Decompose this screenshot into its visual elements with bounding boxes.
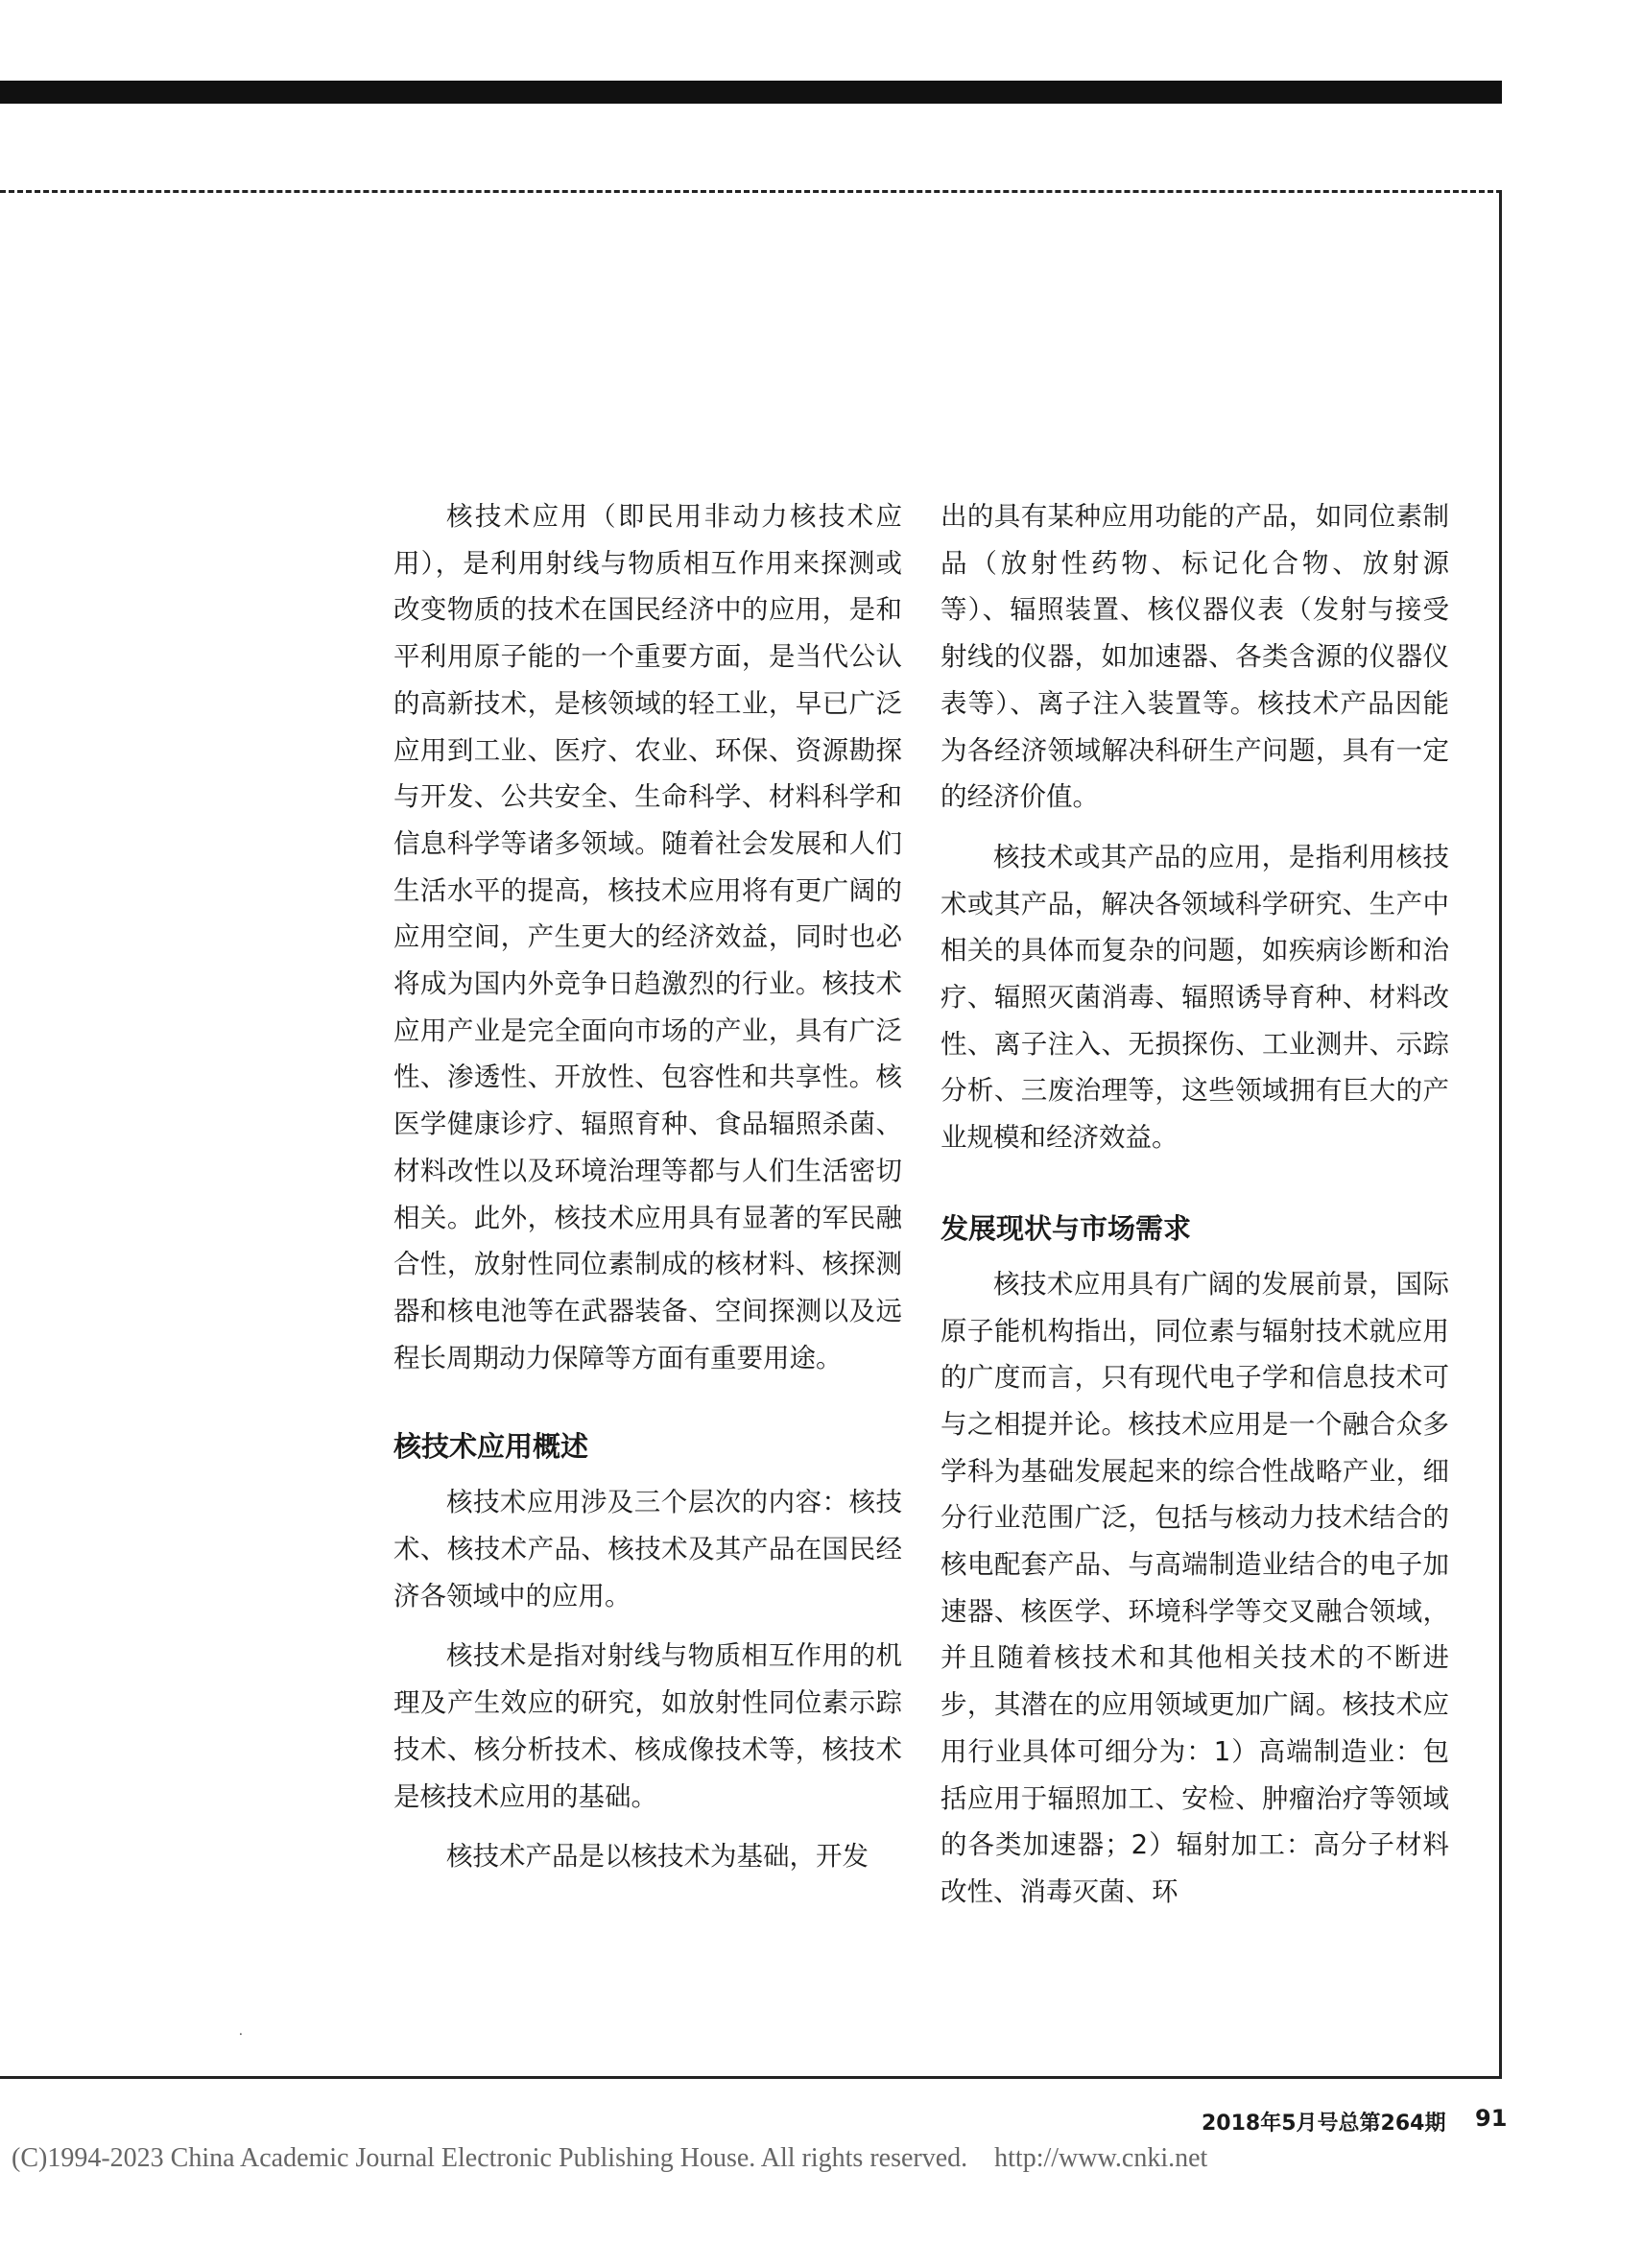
- overview-paragraph-3: 核技术产品是以核技术为基础，开发: [446, 1841, 869, 1873]
- copyright-text: (C)1994-2023 China Academic Journal Electronic Publishing House. All rights reserved.: [12, 2143, 968, 2173]
- intro-paragraph: 核技术应用（即民用非动力核技术应用），是利用射线与物质相互作用来探测或改变物质的技术在国民经济中的应用，是和平利用原子能的一个重要方面，是当代公认的高新技术，是核领域的轻工业，早已广泛应用到工业、医疗、农业、环保、资源勘探与开发、公共安全、生命科学、材料科学和信息科学等诸多领域。随着社会发展和人们生活水平的提高，核技术应用将有更广阔的应用空间，产生更大的经济效益，同时也必将成为国内外竞争日趋激烈的行业。核技术应用产业是完全面向市场的产业，具有广泛性、渗透性、开放性、包容性和共享性。核医学健康诊疗、辐照育种、食品辐照杀菌、材料改性以及环境治理等都与人们生活密切相关。此外，核技术应用具有显著的军民融合性，放射性同位素制成的核材料、核探测器和核电池等在武器装备、空间探测以及远程长周期动力保障等方面有重要用途。: [393, 501, 902, 1373]
- continued-paragraph: 出的具有某种应用功能的产品，如同位素制品（放射性药物、标记化合物、放射源等）、辐照装置、核仪器仪表（发射与接受射线的仪器，如加速器、各类含源的仪器仪表等）、离子注入装置等。核技术产品因能为各经济领域解决科研生产问题，具有一定的经济价值。: [941, 501, 1449, 813]
- application-paragraph: 核技术或其产品的应用，是指利用核技术或其产品，解决各领域科学研究、生产中相关的具体而复杂的问题，如疾病诊断和治疗、辐照灭菌消毒、辐照诱导育种、材料改性、离子注入、无损探伤、工业测井、示踪分析、三废治理等，这些领域拥有巨大的产业规模和经济效益。: [941, 841, 1449, 1154]
- overview-paragraph-1: 核技术应用涉及三个层次的内容：核技术、核技术产品、核技术及其产品在国民经济各领域中的应用。: [393, 1487, 902, 1611]
- frame-right-rule: [1499, 190, 1502, 2079]
- scan-speck: ⸱: [239, 2027, 243, 2042]
- frame-top-rule: [0, 190, 1502, 193]
- frame-bottom-rule: [0, 2076, 1502, 2079]
- right-column: [941, 493, 1449, 1916]
- issue-label: 2018年5月号总第264期: [1202, 2112, 1446, 2136]
- overview-paragraph-2: 核技术是指对射线与物质相互作用的机理及产生效应的研究，如放射性同位素示踪技术、核分析技术、核成像技术等，核技术是核技术应用的基础。: [393, 1640, 902, 1812]
- header-rule: [0, 81, 1502, 104]
- section-heading-overview: 核技术应用概述: [393, 1430, 589, 1464]
- copyright-notice: [12, 2143, 1207, 2174]
- page-number: 91: [1475, 2105, 1508, 2132]
- market-paragraph: 核技术应用具有广阔的发展前景，国际原子能机构指出，同位素与辐射技术就应用的广度而言，只有现代电子学和信息技术可与之相提并论。核技术应用是一个融合众多学科为基础发展起来的综合性战略产业，细分行业范围广泛，包括与核动力技术结合的核电配套产品、与高端制造业结合的电子加速器、核医学、环境科学等交叉融合领域，并且随着核技术和其他相关技术的不断进步，其潜在的应用领域更加广阔。核技术应用行业具体可细分为：1）高端制造业：包括应用于辐照加工、安检、肿瘤治疗等领域的各类加速器；2）辐射加工：高分子材料改性、消毒灭菌、环: [941, 1268, 1449, 1907]
- copyright-url[interactable]: http://www.cnki.net: [994, 2143, 1208, 2173]
- left-column: [393, 493, 902, 1880]
- section-heading-market: 发展现状与市场需求: [941, 1211, 1192, 1245]
